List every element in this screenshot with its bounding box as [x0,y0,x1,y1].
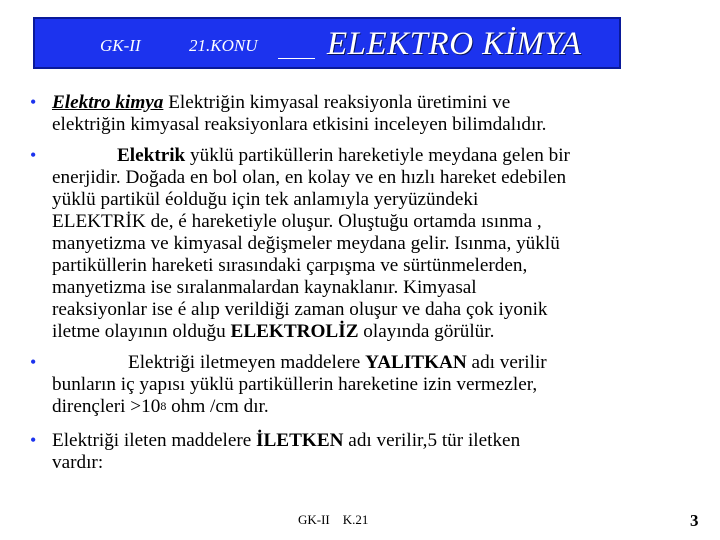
p3-line-3-text-b: ohm /cm dır. [166,396,269,417]
p2-line-3: yüklü partikül éolduğu için tek anlamıyla yeryüzündeki [52,189,479,210]
p1-line-2: elektriğin kimyasal reaksiyonlara etkisini inceleyen bilimdalıdır. [52,114,547,135]
p2-line-9-text-b: olayında görülür. [358,321,495,342]
p3-exponent: 8 [160,399,167,413]
p1-line-1-text: Elektriğin kimyasal reaksiyonla üretimini ve [163,92,511,113]
p2-line-2: enerjidir. Doğada en bol olan, en kolay ve en hızlı hareket edebilen [52,167,567,188]
p4-line-1-text-a: Elektriği ileten maddelere [52,430,257,451]
p1-term: Elektro kimya [52,92,164,113]
page-number: 3 [690,511,699,530]
footer-label: GK-II K.21 [298,512,369,527]
p2-line-5: manyetizma ve kimyasal değişmeler meydana gelir. Isınma, yüklü [52,233,560,254]
p3-line-3 [52,396,269,419]
p1-line-1 [52,92,510,114]
p2-line-8: reaksiyonlar ise é alıp verildiği zaman oluşur ve daha çok iyonik [52,299,548,320]
topic-number: 21.KONU [189,36,258,55]
p2-term-electrolysis: ELEKTROLİZ [230,321,359,342]
p4-line-1-text-b: adı verilir,5 tür iletken [343,430,521,451]
p3-line-1-text-a: Elektriği iletmeyen maddelere [128,352,366,373]
p3-line-2: bunların iç yapısı yüklü partiküllerin hareketine izin vermezler, [52,374,538,395]
p3-line-1-text-b: adı verilir [466,352,547,373]
p2-term: Elektrik [117,145,186,166]
p2-line-1 [52,145,570,167]
bullet-1: • [30,92,37,112]
page-title: ELEKTRO KİMYA [327,26,582,62]
p2-line-1-text: yüklü partiküllerin hareketiyle meydana gelen bir [185,145,570,166]
p2-line-6: partiküllerin hareketi sırasındaki çarpışma ve sürtünmelerden, [52,255,528,276]
title-underline [278,58,315,59]
p4-line-1 [52,430,520,452]
p3-term: YALITKAN [365,352,467,373]
course-code: GK-II [100,36,141,55]
p2-line-7: manyetizma ise sıralanmalardan kaynaklanır. Kimyasal [52,277,477,298]
bullet-4: • [30,430,37,450]
p4-line-2: vardır: [52,452,104,473]
p2-line-4: ELEKTRİK de, é hareketiyle oluşur. Oluştuğu ortamda ısınma , [52,211,542,232]
bullet-3: • [30,352,37,372]
p4-term: İLETKEN [256,430,344,451]
p2-line-9-text-a: iletme olayının olduğu [52,321,231,342]
p3-line-1 [52,352,547,374]
p2-line-9 [52,321,494,343]
p3-line-3-text-a: dirençleri >10 [52,396,161,417]
bullet-2: • [30,145,37,165]
